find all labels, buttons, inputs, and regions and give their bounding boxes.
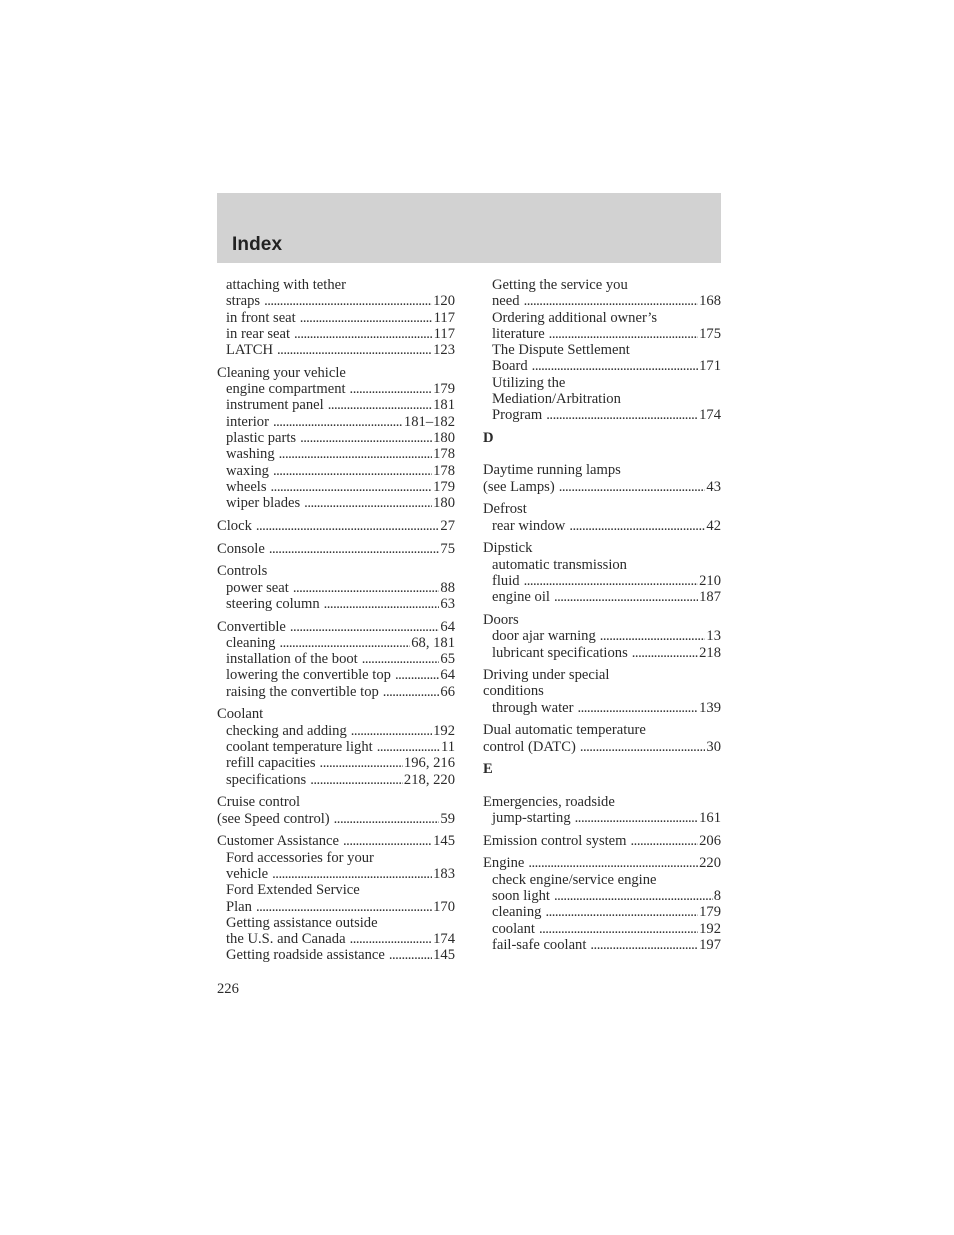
dot-leader (395, 667, 439, 683)
page-reference: 179 (433, 478, 455, 495)
entry-label: Console (217, 540, 265, 557)
index-subentry (483, 518, 721, 534)
entry-label: wheels (226, 478, 267, 495)
index-subentry-text: automatic transmission (492, 556, 627, 573)
index-subentry-text: Ford accessories for your (226, 849, 374, 866)
index-entry-heading: Cleaning your vehicle (217, 364, 346, 381)
index-subentry-text: attaching with tether (226, 277, 346, 293)
index-subentry (217, 931, 455, 947)
dot-leader (256, 518, 440, 534)
page-reference: 178 (433, 446, 455, 463)
page-reference: 145 (433, 833, 455, 850)
entry-label: Customer Assistance (217, 833, 340, 850)
entry-label: door ajar warning (492, 628, 596, 645)
dot-leader (577, 700, 698, 716)
entry-label: coolant (492, 920, 535, 937)
index-subentry-text: Getting assistance outside (226, 914, 378, 931)
index-subentry (217, 293, 455, 309)
page-title: Index (232, 234, 283, 255)
page-reference: 145 (433, 947, 455, 964)
page-reference: 66 (440, 683, 455, 700)
entry-label: control (DATC) (483, 738, 576, 755)
page-reference: 197 (699, 936, 721, 953)
dot-leader (590, 937, 698, 953)
page-reference: 43 (706, 478, 721, 495)
dot-leader (304, 495, 432, 511)
index-entry-heading: Defrost (483, 501, 527, 518)
index-subentry (217, 684, 455, 700)
entry-label: steering column (226, 595, 320, 612)
index-entry (217, 811, 455, 827)
entry-label: Program (492, 407, 543, 424)
page-reference: 175 (699, 325, 721, 342)
page-reference: 59 (440, 810, 455, 827)
page-reference: 161 (699, 810, 721, 827)
dot-leader (300, 310, 433, 326)
index-subentry (217, 739, 455, 755)
index-subentry (217, 326, 455, 342)
entry-label: Getting roadside assistance (226, 947, 385, 964)
dot-leader (631, 833, 699, 849)
entry-label: rear window (492, 517, 566, 534)
page-reference: 174 (433, 931, 455, 948)
dot-leader (300, 430, 432, 446)
dot-leader (575, 810, 698, 826)
page-reference: 139 (699, 699, 721, 716)
index-subentry (483, 888, 721, 904)
dot-leader (350, 381, 433, 397)
page-reference: 42 (706, 517, 721, 534)
dot-leader (351, 723, 432, 739)
entry-label: power seat (226, 579, 289, 596)
index-subentry-text: Mediation/Arbitration (492, 391, 621, 408)
dot-leader (334, 811, 440, 827)
page-number: 226 (217, 981, 239, 997)
index-subentry (217, 580, 455, 596)
dot-leader (293, 580, 440, 596)
index-entry-heading: Dual automatic temperature (483, 722, 646, 739)
section-spacer (483, 778, 721, 794)
index-subentry (483, 937, 721, 953)
index-subentry (483, 326, 721, 342)
page-reference: 27 (440, 517, 455, 534)
index-entry-heading: Coolant (217, 706, 264, 723)
page-reference: 8 (713, 888, 721, 905)
dot-leader (377, 739, 440, 755)
entry-label: in rear seat (226, 325, 291, 342)
page-reference: 171 (699, 358, 721, 375)
entry-label: installation of the boot (226, 651, 358, 668)
index-entry-heading: Dipstick (483, 540, 533, 557)
index-subentry (217, 866, 455, 882)
dot-leader (272, 866, 432, 882)
index-subentry (217, 414, 455, 430)
index-subentry (217, 755, 455, 771)
dot-leader (273, 463, 432, 479)
entry-label: LATCH (226, 342, 274, 359)
index-subentry (217, 495, 455, 511)
entry-label: instrument panel (226, 397, 324, 414)
entry-label: raising the convertible top (226, 683, 379, 700)
index-entry-heading: Cruise control (217, 794, 301, 811)
dot-leader (545, 904, 698, 920)
index-entry (217, 541, 455, 557)
entry-label: literature (492, 325, 545, 342)
page-reference: 179 (699, 904, 721, 921)
index-subentry (217, 342, 455, 358)
dot-leader (549, 326, 698, 342)
entry-label: coolant temperature light (226, 739, 373, 756)
page-reference: 170 (433, 898, 455, 915)
index-subentry (483, 904, 721, 920)
index-subentry (483, 628, 721, 644)
page-reference: 178 (433, 462, 455, 479)
page-reference: 218, 220 (403, 771, 455, 788)
entry-label: plastic parts (226, 430, 297, 447)
dot-leader (256, 899, 432, 915)
entry-label: in front seat (226, 309, 296, 326)
page-reference: 192 (699, 920, 721, 937)
page-reference: 75 (440, 540, 455, 557)
entry-label: fail-safe coolant (492, 936, 587, 953)
dot-leader (350, 931, 433, 947)
index-entry-heading: Emergencies, roadside (483, 793, 615, 810)
index-subentry (217, 397, 455, 413)
page-reference: 65 (440, 651, 455, 668)
index-subentry (217, 430, 455, 446)
dot-leader (554, 888, 713, 904)
section-letter: E (483, 761, 493, 778)
entry-label: specifications (226, 771, 307, 788)
dot-leader (600, 628, 706, 644)
index-subentry (483, 407, 721, 423)
dot-leader (294, 326, 433, 342)
index-entry (217, 619, 455, 635)
entry-label: fluid (492, 572, 520, 589)
entry-label: interior (226, 413, 269, 430)
entry-label: lowering the convertible top (226, 667, 391, 684)
dot-leader (632, 645, 698, 661)
dot-leader (269, 541, 440, 557)
page-reference: 168 (699, 293, 721, 310)
page-reference: 181–182 (403, 413, 455, 430)
page-reference: 63 (440, 595, 455, 612)
page-reference: 117 (433, 309, 455, 326)
entry-label: through water (492, 699, 574, 716)
entry-label: Engine (483, 855, 525, 872)
index-entry (483, 739, 721, 755)
dot-leader (324, 596, 440, 612)
entry-label: engine oil (492, 589, 550, 606)
index-subentry (217, 446, 455, 462)
dot-leader (554, 589, 698, 605)
entry-label: waxing (226, 462, 269, 479)
page-reference: 206 (699, 832, 721, 849)
index-subentry (483, 573, 721, 589)
index-subentry-text: The Dispute Settlement (492, 342, 630, 359)
dot-leader (532, 358, 698, 374)
page-reference: 68, 181 (411, 634, 455, 651)
page-reference: 196, 216 (403, 755, 455, 772)
dot-leader (546, 407, 698, 423)
dot-leader (524, 293, 699, 309)
index-entry-heading: Controls (217, 563, 268, 580)
dot-leader (310, 772, 403, 788)
page-reference: 64 (440, 618, 455, 635)
dot-leader (559, 479, 706, 495)
entry-label: refill capacities (226, 755, 316, 772)
index-subentry (217, 899, 455, 915)
index-entry (483, 833, 721, 849)
dot-leader (271, 479, 433, 495)
dot-leader (279, 635, 410, 651)
dot-leader (320, 755, 403, 771)
page-reference: 187 (699, 589, 721, 606)
entry-label: cleaning (226, 634, 276, 651)
dot-leader (264, 293, 432, 309)
entry-label: soon light (492, 888, 550, 905)
dot-leader (539, 921, 698, 937)
page-reference: 179 (433, 381, 455, 398)
index-subentry (483, 645, 721, 661)
dot-leader (528, 855, 698, 871)
index-subentry (483, 921, 721, 937)
entry-label: Clock (217, 517, 252, 534)
entry-label: washing (226, 446, 275, 463)
index-subentry (217, 479, 455, 495)
page-reference: 120 (433, 293, 455, 310)
entry-label: (see Speed control) (217, 810, 330, 827)
index-subentry (217, 463, 455, 479)
page-reference: 30 (706, 738, 721, 755)
page-reference: 220 (699, 855, 721, 872)
entry-label: lubricant specifications (492, 644, 628, 661)
index-subentry-text: Utilizing the (492, 374, 566, 391)
dot-leader (383, 684, 440, 700)
page-reference: 13 (706, 628, 721, 645)
dot-leader (273, 414, 403, 430)
page-reference: 218 (699, 644, 721, 661)
entry-label: (see Lamps) (483, 478, 555, 495)
dot-leader (343, 833, 432, 849)
index-entry-heading: Daytime running lamps (483, 462, 621, 479)
entry-label: Convertible (217, 618, 286, 635)
dot-leader (277, 342, 432, 358)
index-subentry-text: Ford Extended Service (226, 882, 360, 899)
dot-leader (389, 947, 432, 963)
index-entry (217, 833, 455, 849)
index-subentry (217, 596, 455, 612)
index-subentry (483, 358, 721, 374)
index-entry (217, 518, 455, 534)
page-reference: 192 (433, 722, 455, 739)
index-subentry (483, 589, 721, 605)
index-entry (483, 855, 721, 871)
dot-leader (362, 651, 440, 667)
entry-label: jump-starting (492, 810, 571, 827)
index-subentry (217, 772, 455, 788)
index-subentry (217, 310, 455, 326)
page-reference: 88 (440, 579, 455, 596)
header-band (217, 193, 721, 263)
index-subentry (483, 293, 721, 309)
index-entry-heading: conditions (483, 683, 544, 700)
page-reference: 180 (433, 430, 455, 447)
index-subentry-text: check engine/service engine (492, 871, 657, 888)
index-subentry (217, 651, 455, 667)
index-entry-heading: Doors (483, 611, 519, 628)
index-subentry (217, 381, 455, 397)
index-column-left (217, 277, 455, 964)
dot-leader (328, 397, 432, 413)
entry-label: Board (492, 358, 528, 375)
page-reference: 180 (433, 495, 455, 512)
index-subentry-text: Ordering additional owner’s (492, 309, 658, 326)
page-reference: 183 (433, 865, 455, 882)
page-reference: 11 (440, 739, 455, 756)
index-entry-heading: Driving under special (483, 667, 610, 684)
index-subentry (217, 635, 455, 651)
index-subentry (483, 700, 721, 716)
entry-label: wiper blades (226, 495, 301, 512)
index-column-right (483, 277, 721, 953)
index-subentry (217, 667, 455, 683)
dot-leader (580, 739, 706, 755)
index-subentry-text: Getting the service you (492, 277, 628, 293)
section-letter: D (483, 430, 494, 447)
page-reference: 123 (433, 342, 455, 359)
page-reference: 181 (433, 397, 455, 414)
dot-leader (290, 619, 440, 635)
entry-label: vehicle (226, 865, 269, 882)
dot-leader (569, 518, 705, 534)
entry-label: checking and adding (226, 722, 347, 739)
index-subentry (483, 810, 721, 826)
index-subentry (217, 947, 455, 963)
entry-label: the U.S. and Canada (226, 931, 346, 948)
entry-label: need (492, 293, 520, 310)
page-reference: 64 (440, 667, 455, 684)
entry-label: engine compartment (226, 381, 346, 398)
page-reference: 210 (699, 572, 721, 589)
section-spacer (483, 446, 721, 462)
page-reference: 117 (433, 325, 455, 342)
entry-label: Plan (226, 898, 252, 915)
dot-leader (524, 573, 699, 589)
index-entry (483, 479, 721, 495)
entry-label: straps (226, 293, 261, 310)
page-reference: 174 (699, 407, 721, 424)
entry-label: Emission control system (483, 832, 627, 849)
dot-leader (279, 446, 432, 462)
index-subentry (217, 723, 455, 739)
entry-label: cleaning (492, 904, 542, 921)
